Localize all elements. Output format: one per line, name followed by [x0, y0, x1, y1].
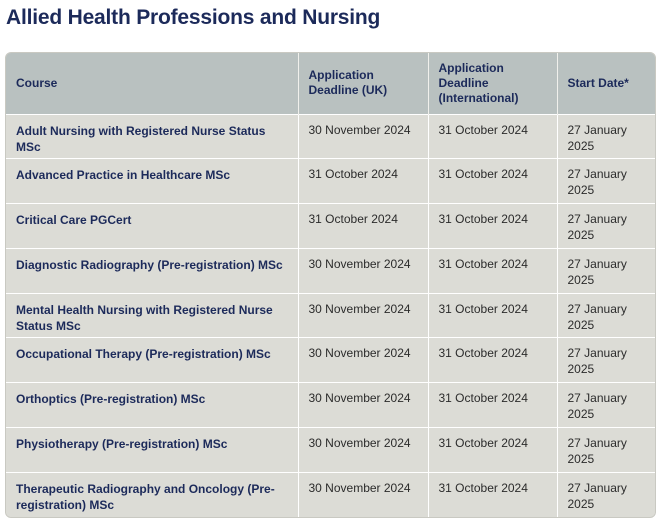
course-name: Therapeutic Radiography and Oncology (Pre-registration) MSc — [6, 472, 298, 517]
deadline-international: 31 October 2024 — [428, 472, 557, 517]
start-date: 27 January 2025 — [557, 114, 655, 159]
deadline-international: 31 October 2024 — [428, 293, 557, 338]
start-date: 27 January 2025 — [557, 293, 655, 338]
course-name: Critical Care PGCert — [6, 204, 298, 249]
start-date: 27 January 2025 — [557, 472, 655, 517]
course-name: Diagnostic Radiography (Pre-registration) MSc — [6, 248, 298, 293]
table-row — [6, 472, 655, 517]
course-name: Physiotherapy (Pre-registration) MSc — [6, 428, 298, 473]
deadline-uk: 30 November 2024 — [298, 472, 428, 517]
start-date: 27 January 2025 — [557, 248, 655, 293]
deadline-uk: 30 November 2024 — [298, 293, 428, 338]
start-date: 27 January 2025 — [557, 204, 655, 249]
deadline-uk: 30 November 2024 — [298, 428, 428, 473]
table-row — [6, 293, 655, 338]
deadline-uk: 30 November 2024 — [298, 383, 428, 428]
deadline-uk: 31 October 2024 — [298, 159, 428, 204]
deadline-international: 31 October 2024 — [428, 338, 557, 383]
start-date: 27 January 2025 — [557, 383, 655, 428]
header-deadline-international: Application Deadline (International) — [428, 53, 557, 114]
course-name: Mental Health Nursing with Registered Nurse Status MSc — [6, 293, 298, 338]
table-row — [6, 114, 655, 159]
course-name: Adult Nursing with Registered Nurse Status MSc — [6, 114, 298, 159]
table-header-row — [6, 53, 655, 114]
start-date: 27 January 2025 — [557, 338, 655, 383]
header-deadline-uk: Application Deadline (UK) — [298, 53, 428, 114]
table-row — [6, 383, 655, 428]
deadline-international: 31 October 2024 — [428, 204, 557, 249]
header-start-date: Start Date* — [557, 53, 655, 114]
start-date: 27 January 2025 — [557, 159, 655, 204]
header-course: Course — [6, 53, 298, 114]
table-row — [6, 338, 655, 383]
deadline-international: 31 October 2024 — [428, 159, 557, 204]
course-name: Advanced Practice in Healthcare MSc — [6, 159, 298, 204]
deadline-uk: 31 October 2024 — [298, 204, 428, 249]
start-date: 27 January 2025 — [557, 428, 655, 473]
table-row — [6, 248, 655, 293]
course-name: Occupational Therapy (Pre-registration) MSc — [6, 338, 298, 383]
table-row — [6, 204, 655, 249]
table-row — [6, 159, 655, 204]
course-name: Orthoptics (Pre-registration) MSc — [6, 383, 298, 428]
table-row — [6, 428, 655, 473]
deadline-uk: 30 November 2024 — [298, 114, 428, 159]
deadline-uk: 30 November 2024 — [298, 248, 428, 293]
deadline-uk: 30 November 2024 — [298, 338, 428, 383]
course-deadlines-table — [5, 52, 656, 518]
deadline-international: 31 October 2024 — [428, 383, 557, 428]
deadline-international: 31 October 2024 — [428, 114, 557, 159]
page-title: Allied Health Professions and Nursing — [6, 6, 381, 29]
deadline-international: 31 October 2024 — [428, 248, 557, 293]
deadline-international: 31 October 2024 — [428, 428, 557, 473]
